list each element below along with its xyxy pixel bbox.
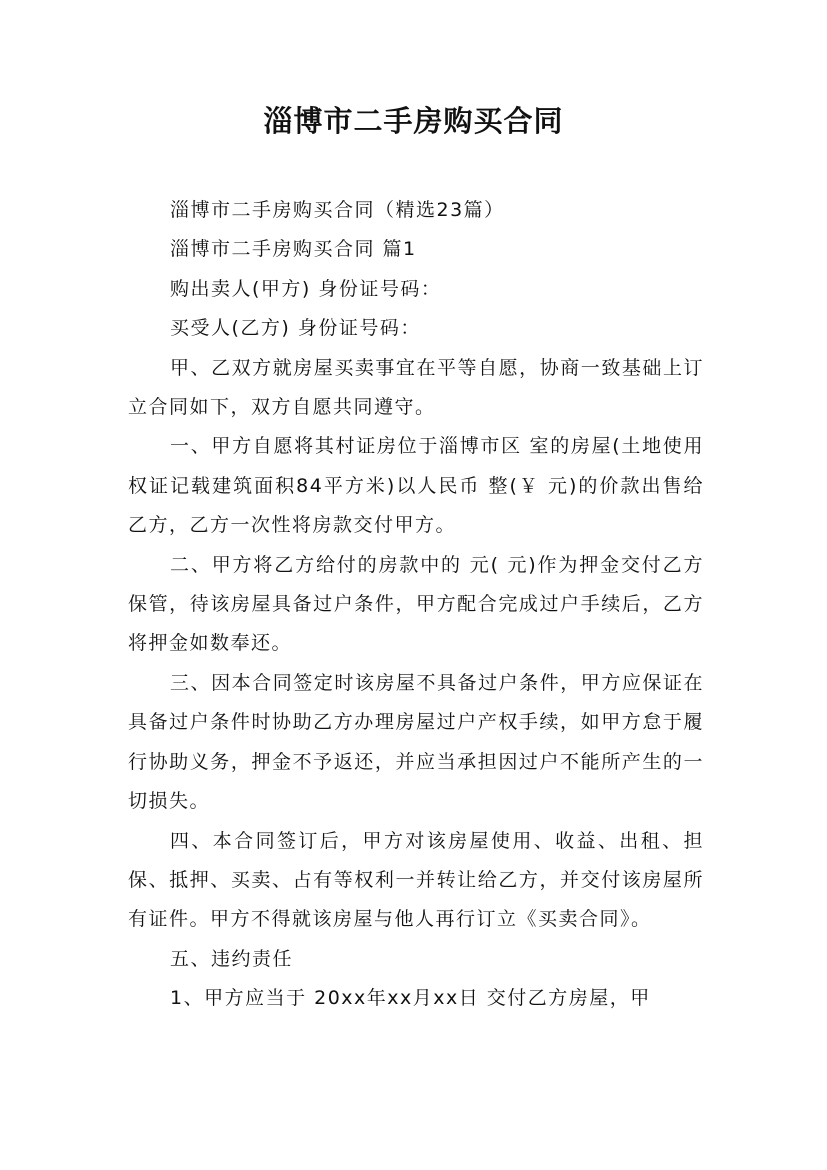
paragraph: 一、甲方自愿将其村证房位于淄博市区 室的房屋(土地使用权证记载建筑面积84平方米)以人民币 整(￥ 元)的价款出售给乙方，乙方一次性将房款交付甲方。 <box>128 435 704 537</box>
paragraph: 四、本合同签订后，甲方对该房屋使用、收益、出租、担保、抵押、买卖、占有等权利一并转让给乙方，并交付该房屋所有证件。甲方不得就该房屋与他人再行订立《买卖合同》。 <box>128 829 704 931</box>
paragraph: 淄博市二手房购买合同（精选23篇） <box>170 199 505 221</box>
paragraph: 购出卖人(甲方) 身份证号码： <box>170 277 442 300</box>
paragraph: 买受人(乙方) 身份证号码： <box>170 317 421 340</box>
paragraph: 淄博市二手房购买合同 篇1 <box>170 238 417 261</box>
paragraph: 1、甲方应当于 20xx年xx月xx日 交付乙方房屋，甲 <box>170 987 651 1010</box>
document-body <box>128 191 704 1019</box>
document-title: 淄博市二手房购买合同 <box>263 104 564 138</box>
paragraph: 五、违约责任 <box>170 947 294 970</box>
paragraph: 三、因本合同签定时该房屋不具备过户条件，甲方应保证在具备过户条件时协助乙方办理房屋过户产权手续，如甲方怠于履行协助义务，押金不予返还，并应当承担因过户不能所产生的一切损失。 <box>128 671 704 813</box>
paragraph: 甲、乙双方就房屋买卖事宜在平等自愿，协商一致基础上订立合同如下，双方自愿共同遵守。 <box>128 356 704 419</box>
paragraph: 二、甲方将乙方给付的房款中的 元( 元)作为押金交付乙方保管，待该房屋具备过户条件，甲方配合完成过户手续后，乙方将押金如数奉还。 <box>128 553 704 655</box>
